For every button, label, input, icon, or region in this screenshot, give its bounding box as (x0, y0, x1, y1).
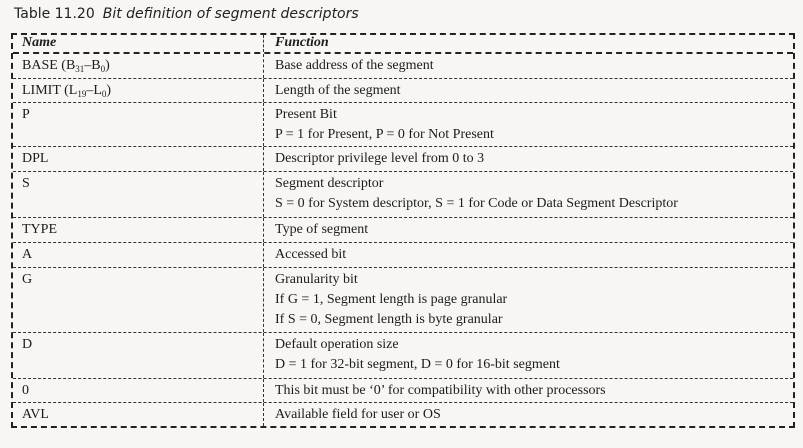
row-name: AVL (22, 407, 49, 422)
column-divider (263, 54, 264, 78)
row-function: This bit must be ‘0’ for compatibility with other processors (275, 383, 606, 398)
row-name: DPL (22, 151, 49, 166)
row-name: S (22, 176, 30, 191)
table-row (13, 147, 793, 172)
row-function: Segment descriptor S = 0 for System descriptor, S = 1 for Code or Data Segment Descriptor (275, 176, 678, 211)
column-divider (263, 35, 264, 52)
row-name: D (22, 337, 33, 352)
header-name: Name (22, 35, 57, 50)
row-function: Present Bit P = 1 for Present, P = 0 for Not Present (275, 107, 494, 142)
table-row (13, 333, 793, 379)
column-divider (263, 147, 264, 171)
row-name: A (22, 247, 33, 262)
descriptor-table (11, 33, 795, 428)
row-function: Available field for user or OS (275, 407, 441, 422)
column-divider (263, 379, 264, 402)
row-name: LIMIT $(L_{19}-L_0)$ (22, 83, 112, 99)
table-number: Table 11.20 (14, 6, 95, 22)
column-divider (263, 268, 264, 332)
table-row (13, 268, 793, 333)
table-row (13, 54, 793, 79)
header-function: Function (275, 35, 329, 50)
table-row (13, 103, 793, 147)
column-divider (263, 243, 264, 267)
row-function: Base address of the segment (275, 58, 434, 73)
row-function: Granularity bit If G = 1, Segment length is page granular If S = 0, Segment length is byte granular (275, 272, 508, 327)
column-divider (263, 333, 264, 378)
row-function: Default operation size D = 1 for 32-bit segment, D = 0 for 16-bit segment (275, 337, 560, 372)
row-function: Descriptor privilege level from 0 to 3 (275, 151, 485, 166)
row-name: 0 (22, 383, 29, 398)
table-title: Bit definition of segment descriptors (102, 6, 359, 22)
table-row (13, 172, 793, 218)
table-row (13, 403, 793, 426)
row-name: BASE $(B_{31}-B_0)$ (22, 58, 110, 74)
column-divider (263, 403, 264, 426)
row-function: Length of the segment (275, 83, 401, 98)
table-row (13, 79, 793, 103)
row-function: Type of segment (275, 222, 369, 237)
row-function: Accessed bit (275, 247, 347, 262)
column-divider (263, 103, 264, 146)
row-name: G (22, 272, 33, 287)
table-header (13, 35, 793, 54)
row-name: P (22, 107, 30, 122)
column-divider (263, 218, 264, 242)
table-row (13, 379, 793, 403)
table-row (13, 218, 793, 243)
table-caption (14, 6, 359, 22)
table-row (13, 243, 793, 268)
column-divider (263, 172, 264, 217)
row-name: TYPE (22, 222, 57, 237)
column-divider (263, 79, 264, 102)
